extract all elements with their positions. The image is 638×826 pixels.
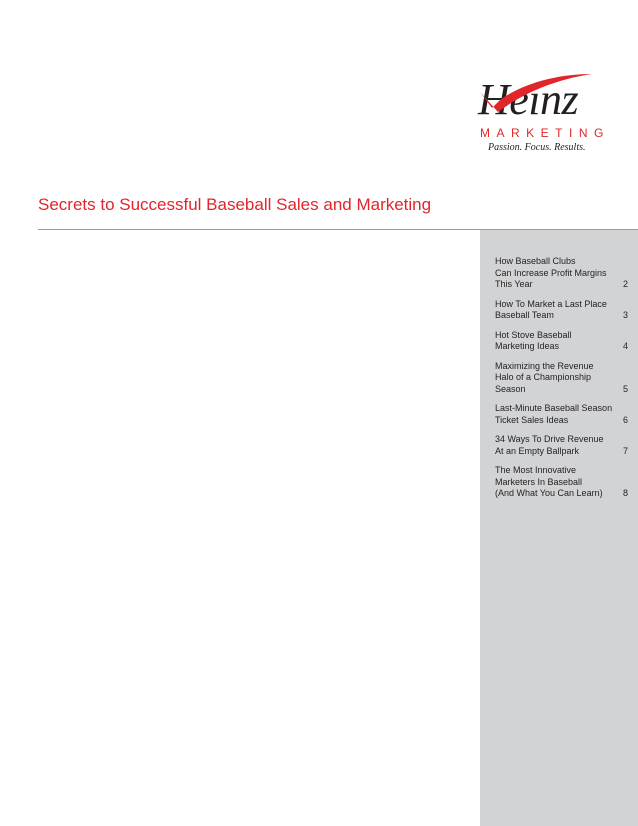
heinz-marketing-logo bbox=[470, 70, 610, 160]
toc-page-number: 2 bbox=[622, 279, 628, 289]
toc-item-title-line: 34 Ways To Drive Revenue bbox=[495, 434, 604, 444]
toc-item bbox=[495, 403, 628, 426]
toc-item bbox=[495, 465, 628, 500]
toc-item-title-line: How To Market a Last Place bbox=[495, 298, 607, 309]
toc-item-title-line: Hot Stove Baseball bbox=[495, 329, 572, 340]
toc-item bbox=[495, 256, 628, 291]
toc-page-number: 3 bbox=[622, 310, 628, 320]
toc-item bbox=[495, 434, 628, 457]
toc-item-title-line: Ticket Sales Ideas bbox=[495, 414, 569, 425]
checkmark-swoosh-icon bbox=[470, 70, 610, 124]
toc-item-title-line: The Most Innovative bbox=[495, 465, 577, 475]
logo-subtitle: MARKETING bbox=[480, 126, 610, 140]
logo-wordmark: Heinz bbox=[478, 75, 579, 124]
logo-tagline: Passion. Focus. Results. bbox=[488, 142, 586, 153]
document-title: Secrets to Successful Baseball Sales and Marketing bbox=[38, 195, 432, 214]
toc-item bbox=[495, 361, 628, 396]
toc-page-number: 8 bbox=[622, 488, 628, 498]
toc-item-title-line: Halo of a Championship bbox=[495, 372, 592, 382]
toc-item-title-line: Last-Minute Baseball Season bbox=[495, 403, 613, 413]
toc-item-title-line: At an Empty Ballpark bbox=[495, 445, 580, 456]
toc-page-number: 6 bbox=[622, 414, 628, 425]
toc-item-title-line: Can Increase Profit Margins bbox=[495, 267, 607, 278]
toc-item-title-line: Marketing Ideas bbox=[495, 341, 560, 351]
toc-item bbox=[495, 299, 628, 322]
toc-item-title-line: (And What You Can Learn) bbox=[495, 488, 603, 498]
toc-item-title-line: Marketers In Baseball bbox=[495, 476, 583, 487]
table-of-contents bbox=[495, 256, 628, 508]
toc-item-title-line: Maximizing the Revenue bbox=[495, 360, 594, 371]
toc-page-number: 4 bbox=[622, 341, 628, 351]
toc-item-title-line: Baseball Team bbox=[495, 310, 554, 320]
toc-item bbox=[495, 330, 628, 353]
toc-page-number: 7 bbox=[622, 445, 628, 456]
toc-item-title-line: How Baseball Clubs bbox=[495, 256, 576, 266]
toc-page-number: 5 bbox=[622, 383, 628, 394]
toc-item-title-line: Season bbox=[495, 383, 526, 394]
table-of-contents-panel bbox=[480, 230, 638, 826]
toc-item-title-line: This Year bbox=[495, 279, 533, 289]
